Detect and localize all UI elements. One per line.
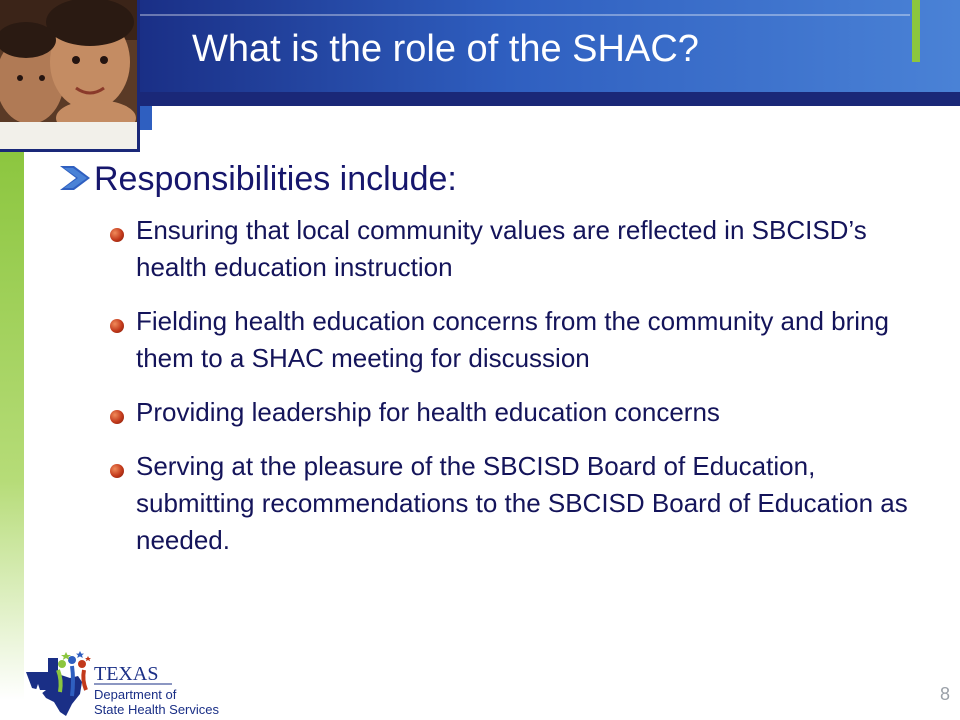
blue-accent-strip <box>140 106 152 130</box>
children-photo <box>0 0 140 152</box>
green-side-bar <box>0 152 24 700</box>
bullet-dot-icon <box>110 228 124 242</box>
logo-line2-text: State Health Services <box>94 702 220 717</box>
list-item <box>110 212 910 286</box>
page-number: 8 <box>939 684 950 704</box>
logo-state-text: TEXAS <box>94 663 159 685</box>
list-item <box>110 303 910 377</box>
bullet-text: Providing leadership for health education concerns <box>136 397 720 427</box>
list-item <box>110 394 910 431</box>
list-item <box>110 448 910 559</box>
texas-dshs-logo <box>22 650 222 720</box>
green-accent-bar <box>912 0 920 62</box>
logo-line1-text: Department of <box>94 687 177 702</box>
header-bottom-line <box>140 92 960 106</box>
bullet-text: Serving at the pleasure of the SBCISD Board of Education, submitting recommendations to the SBCISD Board of Education as needed. <box>136 451 908 555</box>
arrow-bullet-icon <box>60 166 92 190</box>
bullet-dot-icon <box>110 319 124 333</box>
bullet-text: Fielding health education concerns from the community and bring them to a SHAC meeting for discussion <box>136 306 889 373</box>
bullet-dot-icon <box>110 410 124 424</box>
slide-title: What is the role of the SHAC? <box>192 28 699 70</box>
bullet-dot-icon <box>110 464 124 478</box>
bullet-text: Ensuring that local community values are reflected in SBCISD’s health education instruction <box>136 215 867 282</box>
heading-text: Responsibilities include: <box>94 160 457 198</box>
bullet-list <box>110 212 910 576</box>
header-divider <box>140 14 910 16</box>
